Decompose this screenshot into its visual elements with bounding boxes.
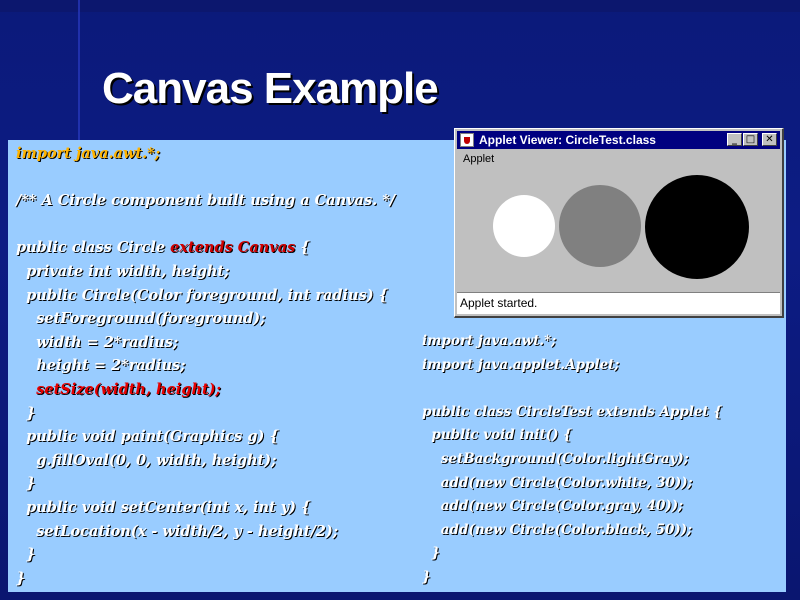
code-line: import java.awt.*; <box>422 333 557 349</box>
window-title: Applet Viewer: CircleTest.class <box>479 133 656 147</box>
top-decoration-bar <box>0 0 800 12</box>
code-line: } <box>16 475 36 493</box>
code-line: public void init() { <box>422 427 572 444</box>
close-button[interactable]: ✕ <box>762 133 777 146</box>
code-line: public class CircleTest extends Applet { <box>422 403 723 420</box>
menu-applet[interactable]: Applet <box>463 153 495 165</box>
code-line: } <box>422 568 431 585</box>
code-line <box>422 377 782 401</box>
code-line: public void setCenter(int x, int y) { <box>16 498 311 516</box>
code-fragment: public class Circle <box>16 239 171 257</box>
code-line: public Circle(Color foreground, int radius) { <box>16 286 388 304</box>
maximize-button[interactable]: □ <box>743 133 758 146</box>
code-line: import java.applet.Applet; <box>422 356 620 373</box>
black-circle <box>645 175 749 279</box>
code-line: setLocation(x - width/2, y - height/2); <box>16 522 339 540</box>
extends-canvas-keyword: extends Canvas <box>170 239 296 257</box>
code-line: import java.awt.*; <box>16 145 161 162</box>
circletest-class-code <box>422 330 782 590</box>
code-line: /** A Circle component built using a Canvas. */ <box>16 192 396 210</box>
code-line: g.fillOval(0, 0, width, height); <box>16 451 277 469</box>
code-line-class-declaration <box>16 236 416 260</box>
circle-class-code <box>16 142 416 590</box>
slide-title: Canvas Example <box>102 64 438 113</box>
code-line: add(new Circle(Color.black, 50)); <box>422 521 693 538</box>
code-line: setForeground(foreground); <box>16 310 266 328</box>
code-line: add(new Circle(Color.gray, 40)); <box>422 498 684 515</box>
white-circle <box>493 195 555 257</box>
code-line: } <box>16 546 36 564</box>
code-line: public void paint(Graphics g) { <box>16 428 279 446</box>
java-cup-icon[interactable] <box>460 133 474 147</box>
gray-circle <box>559 185 641 267</box>
minimize-button[interactable]: _ <box>727 133 742 146</box>
applet-viewer-window <box>454 128 784 318</box>
code-line: setBackground(Color.lightGray); <box>422 450 689 467</box>
window-titlebar[interactable] <box>457 131 780 149</box>
code-line <box>16 213 416 237</box>
code-line <box>16 166 416 190</box>
code-line: } <box>16 569 26 587</box>
code-line: private int width, height; <box>16 262 230 280</box>
applet-canvas <box>457 169 781 289</box>
left-decoration-line <box>78 0 80 150</box>
code-line-setsize: setSize(width, height); <box>16 380 221 398</box>
code-fragment: { <box>295 239 310 257</box>
code-line: add(new Circle(Color.white, 30)); <box>422 474 693 491</box>
code-line: height = 2*radius; <box>16 357 186 375</box>
code-line: } <box>422 545 441 562</box>
code-line: } <box>16 404 36 422</box>
code-line: width = 2*radius; <box>16 333 179 351</box>
status-bar: Applet started. <box>457 292 780 314</box>
